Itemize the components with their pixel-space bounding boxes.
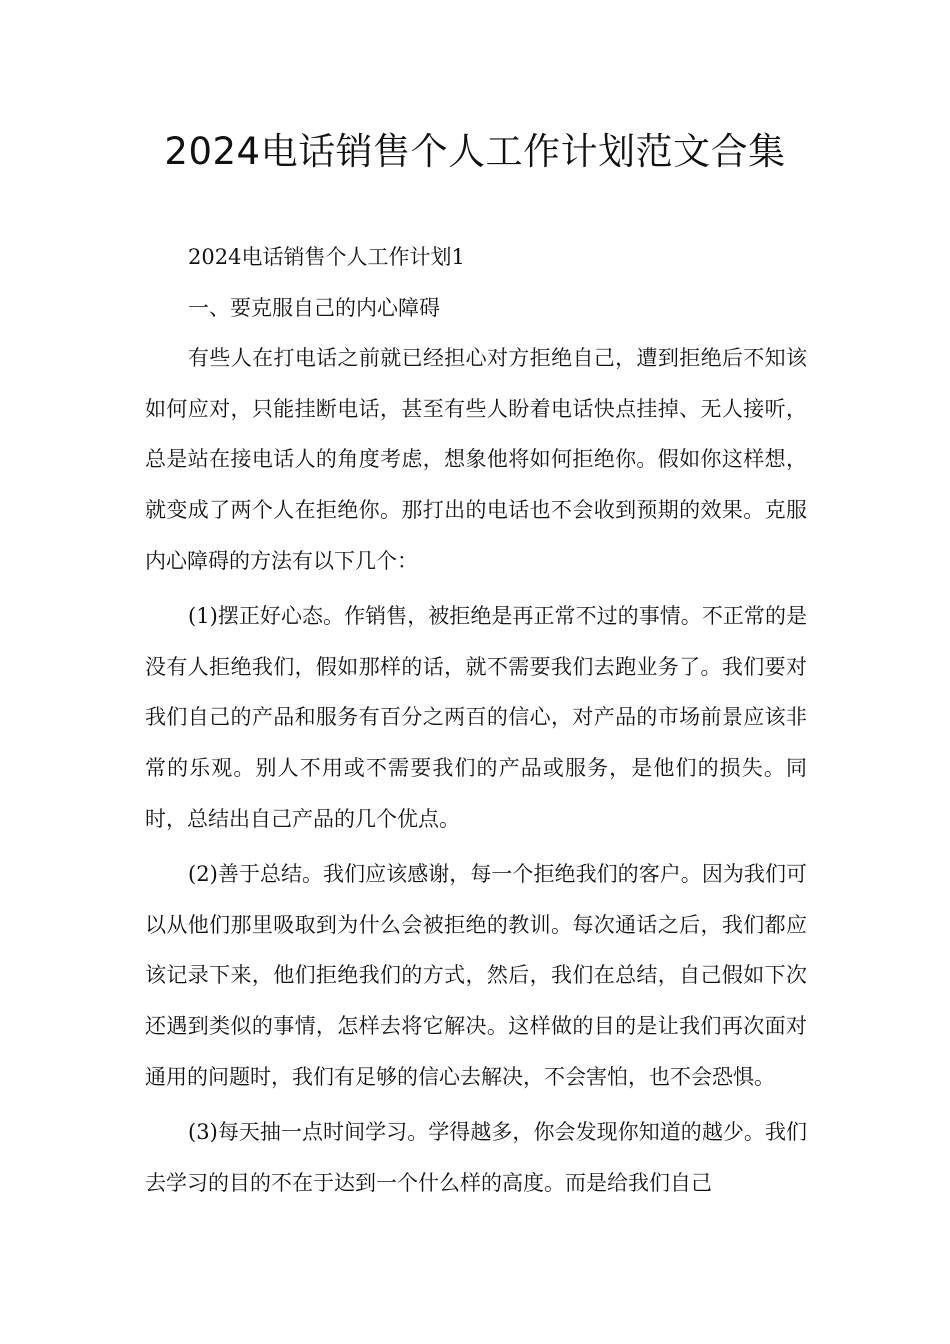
document-body (145, 232, 807, 1208)
paragraph-point-2: (2)善于总结。我们应该感谢，每一个拒绝我们的客户。因为我们可以从他们那里吸取到为什么会被拒绝的教训。每次通话之后，我们都应该记录下来，他们拒绝我们的方式，然后，我们在总结，自己假如下次还遇到类似的事情，怎样去将它解决。这样做的目的是让我们再次面对通用的问题时，我们有足够的信心去解决，不会害怕，也不会恐惧。 (145, 862, 807, 1089)
paragraph-point-3: (3)每天抽一点时间学习。学得越多，你会发现你知道的越少。我们去学习的目的不在于达到一个什么样的高度。而是给我们自己 (145, 1120, 807, 1195)
paragraph-point-1: (1)摆正好心态。作销售，被拒绝是再正常不过的事情。不正常的是没有人拒绝我们，假如那样的话，就不需要我们去跑业务了。我们要对我们自己的产品和服务有百分之两百的信心，对产品的市场前景应该非常的乐观。别人不用或不需要我们的产品或服务，是他们的损失。同时，总结出自己产品的几个优点。 (145, 604, 807, 831)
section-heading: 一、要克服自己的内心障碍 (188, 295, 441, 320)
document-title: 2024电话销售个人工作计划范文合集 (164, 130, 786, 173)
plan-subtitle: 2024电话销售个人工作计划1 (188, 245, 465, 269)
paragraph-intro: 有些人在打电话之前就已经担心对方拒绝自己，遭到拒绝后不知该如何应对，只能挂断电话，甚至有些人盼着电话快点挂掉、无人接听，总是站在接电话人的角度考虑，想象他将如何拒绝你。假如你这样想，就变成了两个人在拒绝你。那打出的电话也不会收到预期的效果。克服内心障碍的方法有以下几个： (145, 346, 807, 573)
